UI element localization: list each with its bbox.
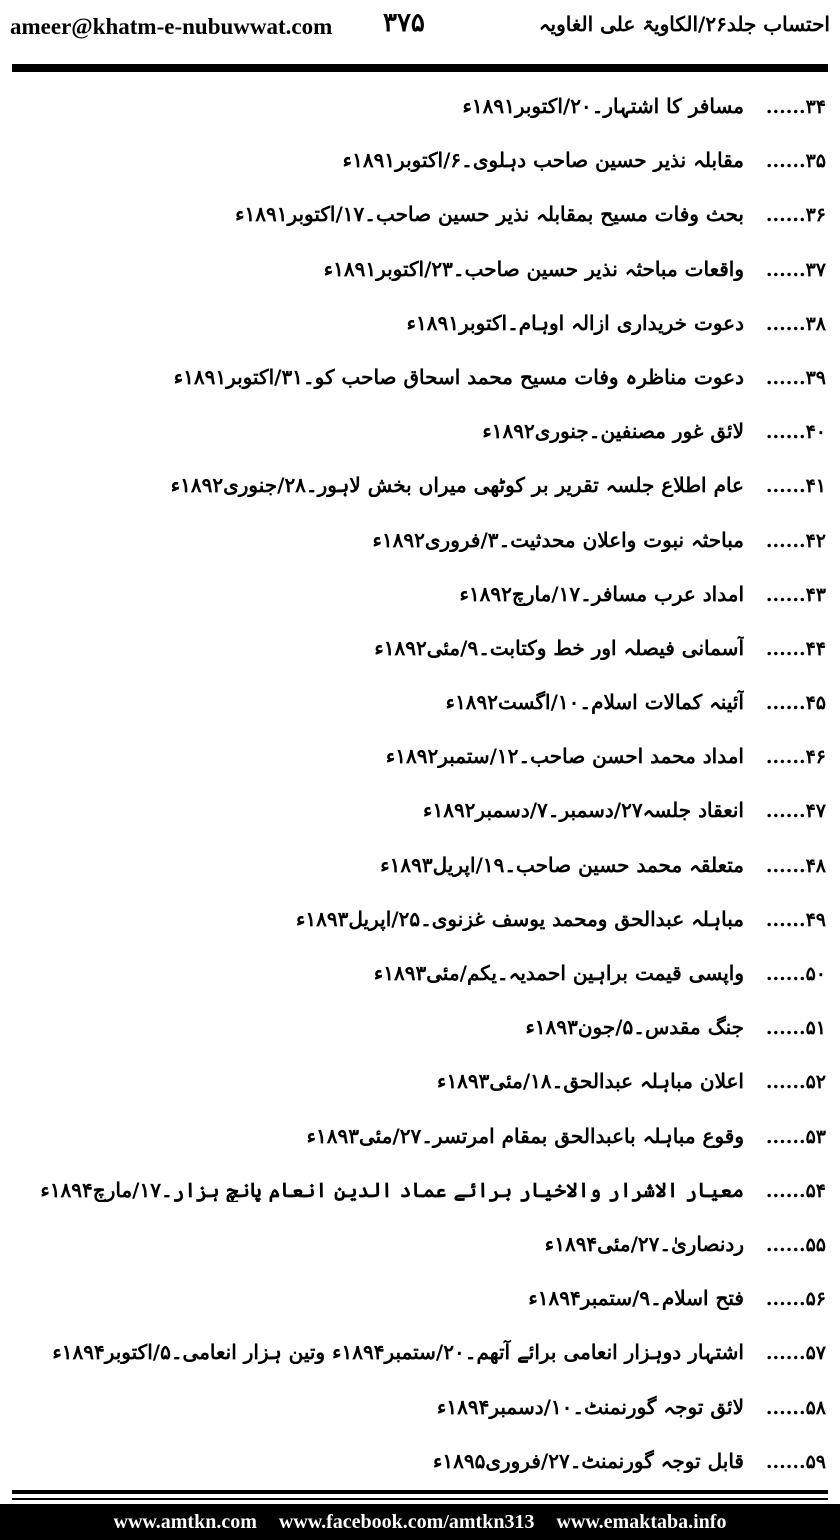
list-item [0,463,840,517]
entry-title: جنگ مقدس۔۵/جون۱۸۹۳ء [525,1015,744,1040]
entry-title: واقعات مباحثہ نذیر حسین صاحب۔۲۳/اکتوبر۱۸۹۱ء [323,256,744,281]
entry-number: ۴۸...... [765,854,826,877]
entry-title: بحث وفات مسیح بمقابلہ نذیر حسین صاحب۔۱۷/اکتوبر۱۸۹۱ء [235,202,744,227]
entry-title: اشتہار دوہزار انعامی برائے آتھم۔۲۰/ستمبر۱۸۹۴ء وتین ہزار انعامی۔۵/اکتوبر۱۸۹۴ء [52,1340,744,1365]
list-item [0,355,840,409]
entry-number: ۴۱...... [765,475,826,498]
list-item [0,788,840,842]
entry-number: ۵۰...... [765,963,826,985]
entry-title: دعوت مناظرہ وفات مسیح محمد اسحاق صاحب کو۔۳۱/اکتوبر۱۸۹۱ء [173,364,744,389]
footer-rule-thin [12,1498,828,1500]
entry-title: مقابلہ نذیر حسین صاحب دہلوی۔۶/اکتوبر۱۸۹۱ء [342,148,744,173]
footer-bar [0,1504,840,1540]
entry-title: دعوت خریداری ازالہ اوہام۔اکتوبر۱۸۹۱ء [406,310,744,335]
entry-number: ۵۲...... [765,1071,826,1094]
list-item [0,409,840,463]
page-number: ۳۷۵ [383,8,425,38]
list-item [0,843,840,897]
footer-rule-thick [12,1490,828,1494]
list-item [0,680,840,734]
entry-number: ۵۶...... [765,1288,826,1311]
list-item [0,1059,840,1113]
page-header [0,0,840,56]
list-item [0,247,840,301]
list-item [0,1276,840,1330]
list-item [0,1168,840,1222]
entry-number: ۴۴...... [765,637,826,660]
entry-number: ۴۳...... [765,583,826,606]
list-item [0,301,840,355]
entry-number: ۳۶...... [765,204,826,227]
footer-link[interactable]: www.amtkn.com [113,1510,257,1533]
entry-title: اعلان مباہلہ عبدالحق۔۱۸/مئی۱۸۹۳ء [437,1069,744,1094]
entry-title: انعقاد جلسہ۲۷/دسمبر۔۷/دسمبر۱۸۹۲ء [423,798,744,823]
list-item [0,734,840,788]
list-item [0,192,840,246]
entry-number: ۵۴...... [765,1179,826,1202]
list-item [0,897,840,951]
entry-title: آسمانی فیصلہ اور خط وکتابت۔۹/مئی۱۸۹۲ء [374,635,744,660]
entry-title: مسافر کا اشتہار۔۲۰/اکتوبر۱۸۹۱ء [462,94,744,118]
entry-number: ۴۰...... [765,421,826,444]
list-item [0,951,840,1005]
contents-list [0,84,840,1493]
entry-number: ۵۵...... [765,1233,826,1256]
header-rule [12,64,828,72]
list-item [0,1114,840,1168]
entry-number: ۳۹...... [765,366,826,389]
entry-title: امداد عرب مسافر۔۱۷/مارچ۱۸۹۲ء [459,581,744,606]
list-item [0,1439,840,1493]
entry-number: ۳۵...... [765,150,826,173]
entry-title: معیار الاشرار والاخیار برائے عماد الدین انعام پانچ ہزار۔۱۷/مارچ۱۸۹۴ء [40,1177,744,1202]
entry-title: امداد محمد احسن صاحب۔۱۲/ستمبر۱۸۹۲ء [385,744,744,769]
entry-number: ۳۸...... [765,312,826,335]
entry-title: قابل توجہ گورنمنٹ۔۲۷/فروری۱۸۹۵ء [432,1448,744,1473]
entry-number: ۴۷...... [765,800,826,823]
entry-number: ۴۶...... [765,746,826,769]
list-item [0,1330,840,1384]
list-item [0,626,840,680]
footer-link[interactable]: www.facebook.com/amtkn313 [278,1510,535,1533]
entry-number: ۵۱...... [765,1017,826,1040]
footer-link[interactable]: www.emaktaba.info [556,1510,727,1533]
header-email: ameer@khatm-e-nubuwwat.com [10,14,333,39]
entry-title: آئینہ کمالات اسلام۔۱۰/اگست۱۸۹۲ء [445,690,744,715]
entry-number: ۴۵...... [765,692,826,715]
list-item [0,572,840,626]
entry-number: ۴۹...... [765,908,826,931]
list-item [0,1385,840,1439]
entry-title: مباحثہ نبوت واعلان محدثیت۔۳/فروری۱۸۹۲ء [372,527,744,552]
entry-number: ۴۲...... [765,529,826,552]
entry-title: فتح اسلام۔۹/ستمبر۱۸۹۴ء [528,1286,744,1311]
entry-number: ۳۴...... [765,96,826,118]
entry-number: ۵۸...... [765,1396,826,1419]
entry-title: مباہلہ عبدالحق ومحمد یوسف غزنوی۔۲۵/اپریل۱۸۹۳ء [296,906,744,931]
entry-title: لائق غور مصنفین۔جنوری۱۸۹۲ء [482,419,744,444]
entry-number: ۳۷...... [765,258,826,281]
entry-number: ۵۹...... [765,1450,826,1473]
list-item [0,1222,840,1276]
entry-title: واپسی قیمت براہین احمدیہ۔یکم/مئی۱۸۹۳ء [373,961,744,985]
list-item [0,518,840,572]
list-item [0,138,840,192]
entry-title: عام اطلاع جلسہ تقریر بر کوٹھی میراں بخش لاہور۔۲۸/جنوری۱۸۹۲ء [170,473,744,498]
list-item [0,84,840,138]
list-item [0,1005,840,1059]
entry-title: وقوع مباہلہ باعبدالحق بمقام امرتسر۔۲۷/مئی۱۸۹۳ء [306,1123,744,1148]
book-title: احتساب جلد۲۶/الکاویۃ علی الغاویہ [538,12,830,36]
entry-title: متعلقہ محمد حسین صاحب۔۱۹/اپریل۱۸۹۳ء [380,852,744,877]
entry-number: ۵۷...... [765,1342,826,1365]
entry-number: ۵۳...... [765,1125,826,1148]
entry-title: لائق توجہ گورنمنٹ۔۱۰/دسمبر۱۸۹۴ء [436,1394,744,1419]
entry-title: ردنصاریٰ۔۲۷/مئی۱۸۹۴ء [544,1231,744,1256]
